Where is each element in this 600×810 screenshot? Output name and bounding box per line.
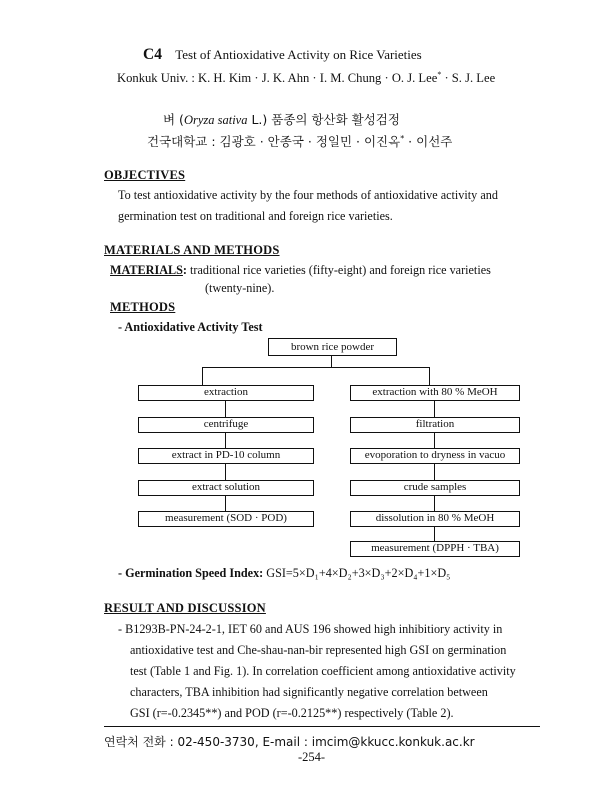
flow-box-right-2: filtration xyxy=(350,417,520,433)
paper-title xyxy=(143,46,422,64)
results-line-2: antioxidative test and Che-shau-nan-bir represented high GSI on germination xyxy=(130,643,507,657)
materials-text: traditional rice varieties (fifty-eight) and foreign rice varieties xyxy=(186,263,491,277)
flow-box-right-5: dissolution in 80 % MeOH xyxy=(350,511,520,527)
materials-label: MATERIALS xyxy=(110,263,183,277)
author-list-ko-main: 건국대학교 : 김광호 · 안종국 · 정일민 · 이진옥 xyxy=(147,134,401,149)
flow-box-right-4: crude samples xyxy=(350,480,520,496)
flow-box-top: brown rice powder xyxy=(268,338,397,356)
results-line-3: test (Table 1 and Fig. 1). In correlation coefficient among antioxidative activity xyxy=(130,664,516,678)
flow-connector xyxy=(434,463,435,480)
author-list-ko xyxy=(147,132,452,150)
flow-box-left-5: measurement (SOD · POD) xyxy=(138,511,314,527)
author-list-en-tail: · S. J. Lee xyxy=(441,71,496,86)
results-line-1: - B1293B-PN-24-2-1, IET 60 and AUS 196 showed high inhibitiory activity in xyxy=(118,622,503,636)
flow-box-right-1: extraction with 80 % MeOH xyxy=(350,385,520,401)
flow-connector xyxy=(202,367,203,385)
flow-connector xyxy=(225,495,226,511)
latin-name: Oryza sativa xyxy=(183,113,248,127)
footer-contact: 연락처 전화 : 02-450-3730, E-mail : imcim@kkucc.konkuk.ac.kr xyxy=(104,735,475,749)
korean-title-post: L.) 품종의 항산화 활성검정 xyxy=(247,112,400,127)
author-list-ko-tail: · 이선주 xyxy=(404,134,453,149)
flow-connector xyxy=(202,367,430,368)
results-line-4: characters, TBA inhibition had significantly negative correlation between xyxy=(130,685,488,699)
gsi-label: - Germination Speed Index: xyxy=(118,566,264,580)
korean-title-pre: 벼 ( xyxy=(163,112,184,127)
korean-title xyxy=(163,110,400,128)
flow-connector xyxy=(225,432,226,448)
flow-connector xyxy=(434,526,435,541)
results-heading: RESULT AND DISCUSSION xyxy=(104,601,266,615)
materials-line xyxy=(110,263,491,278)
gsi-formula: GSI=5×D₁+4×D₂+3×D₃+2×D₄+1×D₅ xyxy=(263,566,451,580)
objectives-line-1: To test antioxidative activity by the four methods of antioxidative activity and xyxy=(118,188,498,202)
corresponding-mark-ko: * xyxy=(400,133,405,143)
flow-box-left-1: extraction xyxy=(138,385,314,401)
footer-divider xyxy=(104,726,540,727)
page-number: -254- xyxy=(298,750,326,764)
corresponding-mark: * xyxy=(437,70,442,79)
activity-test-label: - Antioxidative Activity Test xyxy=(118,320,263,334)
materials-line-2: (twenty-nine). xyxy=(205,281,275,295)
flow-connector xyxy=(434,495,435,511)
paper-title-text: Test of Antioxidative Activity on Rice Varieties xyxy=(175,47,422,62)
paper-code: C4 xyxy=(143,46,162,63)
flow-box-right-3: evoporation to dryness in vacuo xyxy=(350,448,520,464)
objectives-heading: OBJECTIVES xyxy=(104,168,186,182)
flow-box-left-3: extract in PD-10 column xyxy=(138,448,314,464)
flow-connector xyxy=(225,400,226,417)
flow-connector xyxy=(429,367,430,385)
methods-heading: METHODS xyxy=(110,300,176,314)
author-list-en-main: Konkuk Univ. : K. H. Kim · J. K. Ahn · I. M. Chung · O. J. Lee xyxy=(117,71,438,86)
results-line-5: GSI (r=-0.2345**) and POD (r=-0.2125**) respectively (Table 2). xyxy=(130,706,454,720)
flow-box-right-6: measurement (DPPH · TBA) xyxy=(350,541,520,557)
materials-methods-heading: MATERIALS AND METHODS xyxy=(104,243,280,257)
objectives-line-2: germination test on traditional and foreign rice varieties. xyxy=(118,209,393,223)
flow-connector xyxy=(434,432,435,448)
gsi-line xyxy=(118,566,450,581)
flow-connector xyxy=(434,400,435,417)
flow-connector xyxy=(225,463,226,480)
flow-box-left-4: extract solution xyxy=(138,480,314,496)
flow-box-left-2: centrifuge xyxy=(138,417,314,433)
materials-colon: : xyxy=(182,263,187,277)
author-list-en xyxy=(117,70,495,86)
